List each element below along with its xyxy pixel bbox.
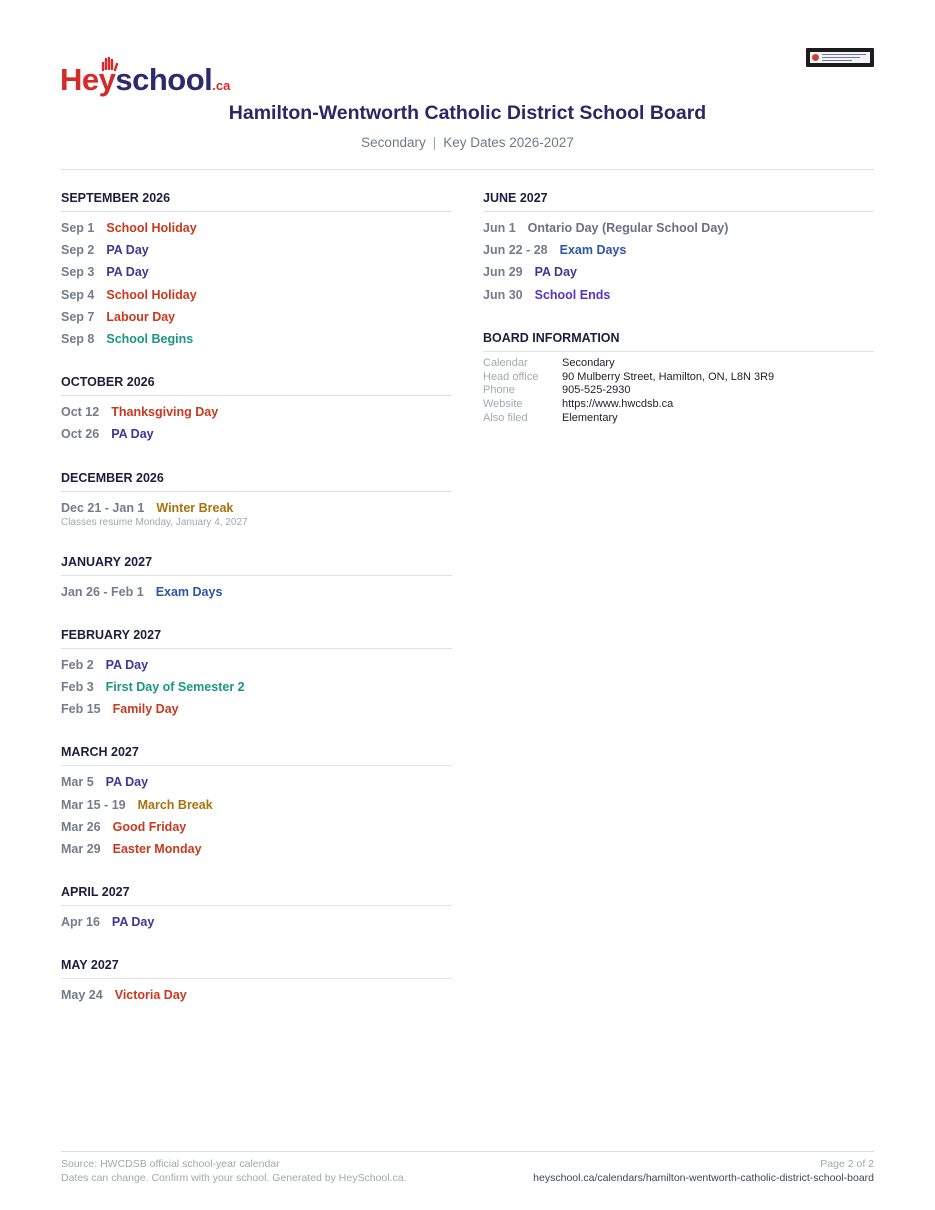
event-row xyxy=(61,581,452,603)
event-name: Good Friday xyxy=(112,819,187,834)
page-number: Page 2 of 2 xyxy=(820,1158,874,1170)
info-row xyxy=(483,398,874,412)
event-date: Feb 15 xyxy=(61,702,101,717)
header-divider xyxy=(61,169,874,170)
month-title: JANUARY 2027 xyxy=(61,553,452,576)
month-title: SEPTEMBER 2026 xyxy=(61,189,452,212)
event-name: Thanksgiving Day xyxy=(111,405,219,420)
month-section xyxy=(61,956,452,1006)
info-label: Head office xyxy=(483,370,539,383)
event-name: First Day of Semester 2 xyxy=(105,680,245,695)
event-date: Jun 30 xyxy=(483,287,523,302)
event-name: Ontario Day (Regular School Day) xyxy=(527,221,729,235)
event-name: School Holiday xyxy=(106,287,197,302)
event-row xyxy=(483,217,874,239)
month-section xyxy=(61,189,452,350)
event-name: March Break xyxy=(137,797,213,812)
event-name: Exam Days xyxy=(559,243,627,258)
logo-ca: .ca xyxy=(212,78,231,93)
month-title: FEBRUARY 2027 xyxy=(61,626,452,649)
event-row xyxy=(61,284,452,306)
event-row xyxy=(483,239,874,261)
event-date: Jun 1 xyxy=(483,221,516,235)
event-row xyxy=(61,698,452,720)
month-section xyxy=(61,883,452,933)
month-title: OCTOBER 2026 xyxy=(61,373,452,396)
info-row xyxy=(483,371,874,385)
event-name: Exam Days xyxy=(155,584,223,599)
event-row xyxy=(61,261,452,283)
event-date: May 24 xyxy=(61,988,103,1003)
event-row xyxy=(61,816,452,838)
event-name: PA Day xyxy=(534,265,577,280)
event-name: PA Day xyxy=(111,915,155,930)
month-section xyxy=(61,469,452,530)
event-row xyxy=(61,794,452,816)
left-column xyxy=(61,189,452,1030)
event-date: Mar 5 xyxy=(61,775,94,790)
board-logo xyxy=(806,48,874,67)
info-row xyxy=(483,384,874,398)
event-date: Sep 1 xyxy=(61,221,95,235)
month-title: APRIL 2027 xyxy=(61,883,452,906)
event-date: Mar 29 xyxy=(61,842,101,856)
event-date: Sep 7 xyxy=(61,309,95,324)
event-date: Oct 26 xyxy=(61,427,100,442)
event-date: Jun 29 xyxy=(483,265,523,280)
footer-right xyxy=(533,1157,874,1185)
event-name: PA Day xyxy=(111,427,154,442)
footer-left xyxy=(61,1157,407,1185)
event-row xyxy=(61,838,452,860)
event-row xyxy=(61,239,452,261)
event-name: Victoria Day xyxy=(114,988,187,1003)
info-row xyxy=(483,357,874,371)
event-name: School Ends xyxy=(534,287,611,302)
event-row xyxy=(61,328,452,350)
event-name: School Holiday xyxy=(106,221,197,235)
event-date: Mar 15 - 19 xyxy=(61,797,126,812)
board-info-section xyxy=(483,329,874,426)
info-value: Secondary xyxy=(562,356,615,369)
waving-hand-icon xyxy=(99,56,119,72)
month-section xyxy=(61,626,452,721)
event-date: Sep 2 xyxy=(61,243,95,258)
info-label: Also filed xyxy=(483,411,528,424)
footer-disclaimer: Dates can change. Confirm with your school. Generated by HeySchool.ca. xyxy=(61,1172,407,1184)
logo-hey: Hey xyxy=(60,62,116,97)
event-name: School Begins xyxy=(106,331,194,346)
month-title: MAY 2027 xyxy=(61,956,452,979)
info-value: Elementary xyxy=(562,411,618,424)
event-date: Oct 12 xyxy=(61,405,100,420)
event-date: Apr 16 xyxy=(61,915,100,930)
month-title: MARCH 2027 xyxy=(61,743,452,766)
info-label: Website xyxy=(483,398,523,411)
month-title: DECEMBER 2026 xyxy=(61,469,452,492)
board-info-title: BOARD INFORMATION xyxy=(483,329,874,352)
event-date: Mar 26 xyxy=(61,819,101,834)
month-section xyxy=(61,373,452,445)
event-row xyxy=(61,217,452,239)
event-row xyxy=(61,911,452,933)
event-date: Feb 2 xyxy=(61,657,94,672)
footer-url[interactable]: heyschool.ca/calendars/hamilton-wentworth-catholic-district-school-board xyxy=(533,1172,874,1184)
event-date: Sep 4 xyxy=(61,287,95,302)
event-note: Classes resume Monday, January 4, 2027 xyxy=(61,516,248,528)
info-row xyxy=(483,412,874,426)
info-value: 905-525-2930 xyxy=(562,384,631,397)
info-label: Calendar xyxy=(483,356,528,369)
event-row xyxy=(483,261,874,283)
subtitle-calendar: Secondary xyxy=(361,135,426,150)
event-name: Easter Monday xyxy=(112,842,202,856)
event-name: PA Day xyxy=(106,243,149,258)
logo-school: school xyxy=(115,62,213,97)
footer-source: Source: HWCDSB official school-year calendar xyxy=(61,1158,280,1170)
event-name: PA Day xyxy=(106,265,149,280)
event-name: Family Day xyxy=(112,702,179,717)
event-date: Sep 3 xyxy=(61,265,95,280)
event-row xyxy=(61,676,452,698)
event-row xyxy=(61,984,452,1006)
event-row xyxy=(61,423,452,445)
info-value[interactable]: https://www.hwcdsb.ca xyxy=(562,398,674,411)
event-row xyxy=(61,401,452,423)
info-value: 90 Mulberry Street, Hamilton, ON, L8N 3R9 xyxy=(562,370,775,383)
event-date: Sep 8 xyxy=(61,331,95,346)
event-row xyxy=(61,306,452,328)
month-title: JUNE 2027 xyxy=(483,189,874,212)
logo-wordmark xyxy=(60,62,230,98)
info-label: Phone xyxy=(483,384,515,397)
event-row xyxy=(61,771,452,793)
event-name: Labour Day xyxy=(106,309,176,324)
event-name: Winter Break xyxy=(156,500,234,515)
event-name: PA Day xyxy=(105,657,149,672)
board-info-table xyxy=(483,357,874,426)
footer-divider xyxy=(61,1151,874,1152)
event-date: Jan 26 - Feb 1 xyxy=(61,584,144,599)
event-row xyxy=(483,284,874,306)
month-section xyxy=(483,189,874,306)
event-date: Feb 3 xyxy=(61,680,94,695)
month-section xyxy=(61,553,452,603)
page-title: Hamilton-Wentworth Catholic District School Board xyxy=(228,102,707,124)
month-section xyxy=(61,743,452,860)
page-subtitle xyxy=(0,135,935,150)
subtitle-dates: Key Dates 2026-2027 xyxy=(443,135,574,150)
subtitle-separator: | xyxy=(432,135,437,150)
event-row xyxy=(61,654,452,676)
right-column xyxy=(483,189,874,449)
event-date: Jun 22 - 28 xyxy=(483,243,548,258)
event-name: PA Day xyxy=(105,775,149,790)
event-date: Dec 21 - Jan 1 xyxy=(61,500,145,515)
